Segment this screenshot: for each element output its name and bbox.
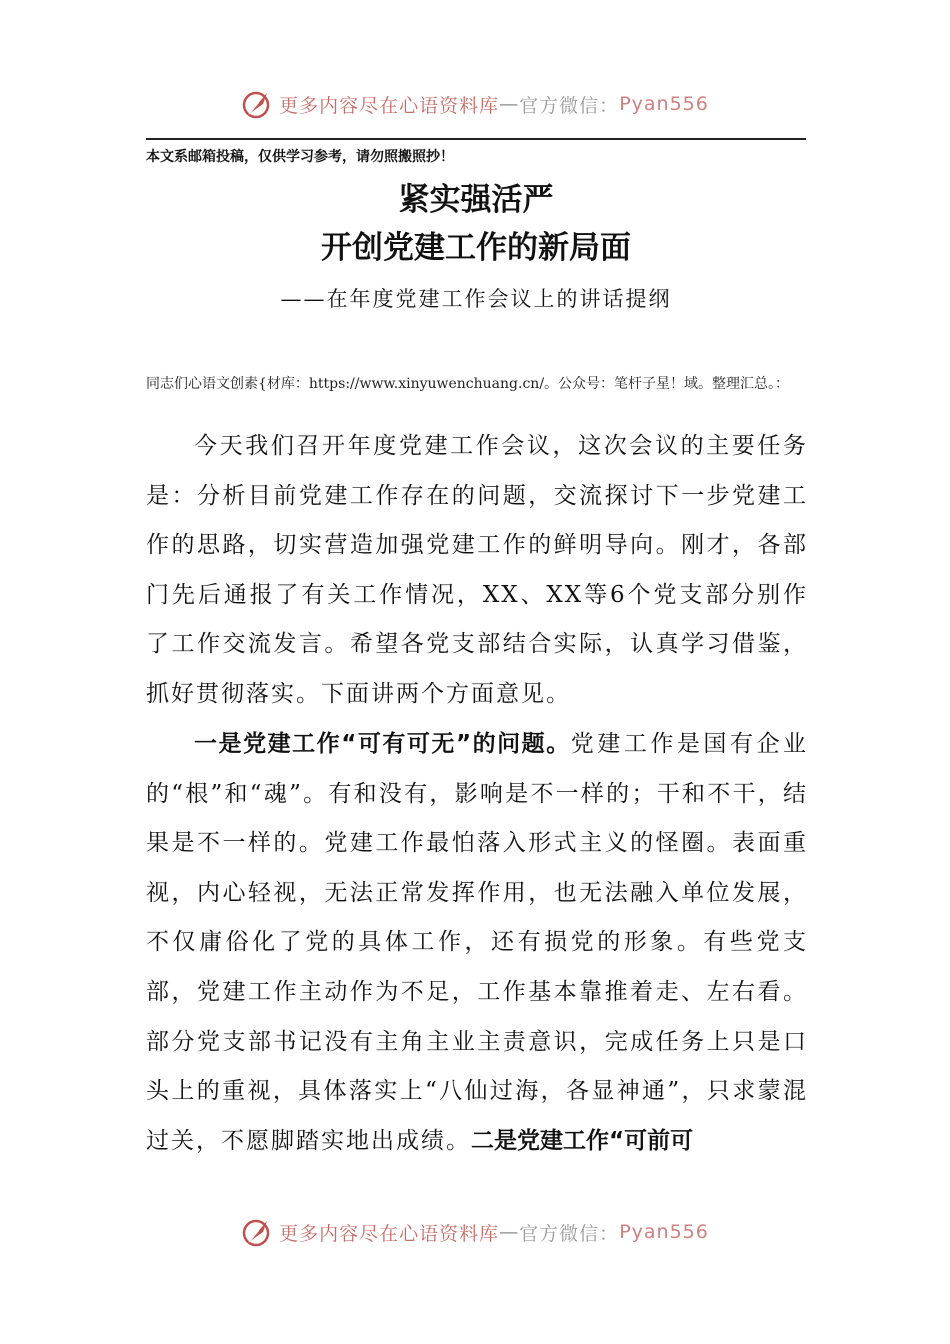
watermark-wechat: Pyan556 (619, 1221, 709, 1243)
paragraph-intro: 今天我们召开年度党建工作会议，这次会议的主要任务是：分析目前党建工作存在的问题，交流探讨下一步党建工作的思路，切实营造加强党建工作的鲜明导向。刚才，各部门先后通报了有关工作情况，XX、XX等6个党支部分别作了工作交流发言。希望各党支部结合实际，认真学习借鉴，抓好贯彻落实。下面讲两个方面意见。 (146, 433, 808, 707)
watermark-bottom (0, 1212, 950, 1252)
point-one-heading: 一是党建工作“可有可无”的问题。 (194, 731, 571, 757)
point-one-text: 党建工作是国有企业的“根”和“魂”。有和没有，影响是不一样的；干和不干，结果是不一样的。党建工作最怕落入形式主义的怪圈。表面重视，内心轻视，无法正常发挥作用，也无法融入单位发展，不仅庸俗化了党的具体工作，还有损党的形象。有些党支部，党建工作主动作为不足，工作基本靠推着走、左右看。部分党支部书记没有主角主业主责意识，完成任务上只是口头上的重视，具体落实上“八仙过海，各显神通”，只求蒙混过关，不愿脚踏实地出成绩。 (146, 731, 809, 1154)
copyright-notice: 本文系邮箱投稿，仅供学习参考，请勿照搬照抄！ (146, 149, 454, 165)
watermark-official: 官方微信： (519, 1222, 620, 1245)
watermark-dash: — (499, 93, 520, 115)
source-note: 同志们心语文创素{材库：https://www.xinyuwenchuang.cn/。公众号：笔杆子星！域。整理汇总。： (146, 376, 790, 392)
quill-logo-icon (241, 88, 273, 120)
point-two-heading-start: 二是党建工作“可前可 (471, 1127, 694, 1154)
watermark-site: 更多内容尽在心语资料库 (279, 1222, 500, 1245)
watermark-site: 更多内容尽在心语资料库 (279, 94, 500, 117)
watermark-dash: — (499, 1221, 520, 1243)
title-line-2: 开创党建工作的新局面 (321, 230, 631, 266)
watermark-official: 官方微信： (519, 94, 620, 117)
quill-logo-icon (241, 1216, 273, 1248)
subtitle: ——在年度党建工作会议上的讲话提纲 (280, 287, 672, 311)
title-line-1: 紧实强活严 (398, 182, 554, 218)
watermark-top (0, 84, 950, 124)
paragraph-point-one (146, 720, 808, 1166)
header-rule (146, 138, 806, 140)
watermark-wechat: Pyan556 (619, 93, 709, 115)
